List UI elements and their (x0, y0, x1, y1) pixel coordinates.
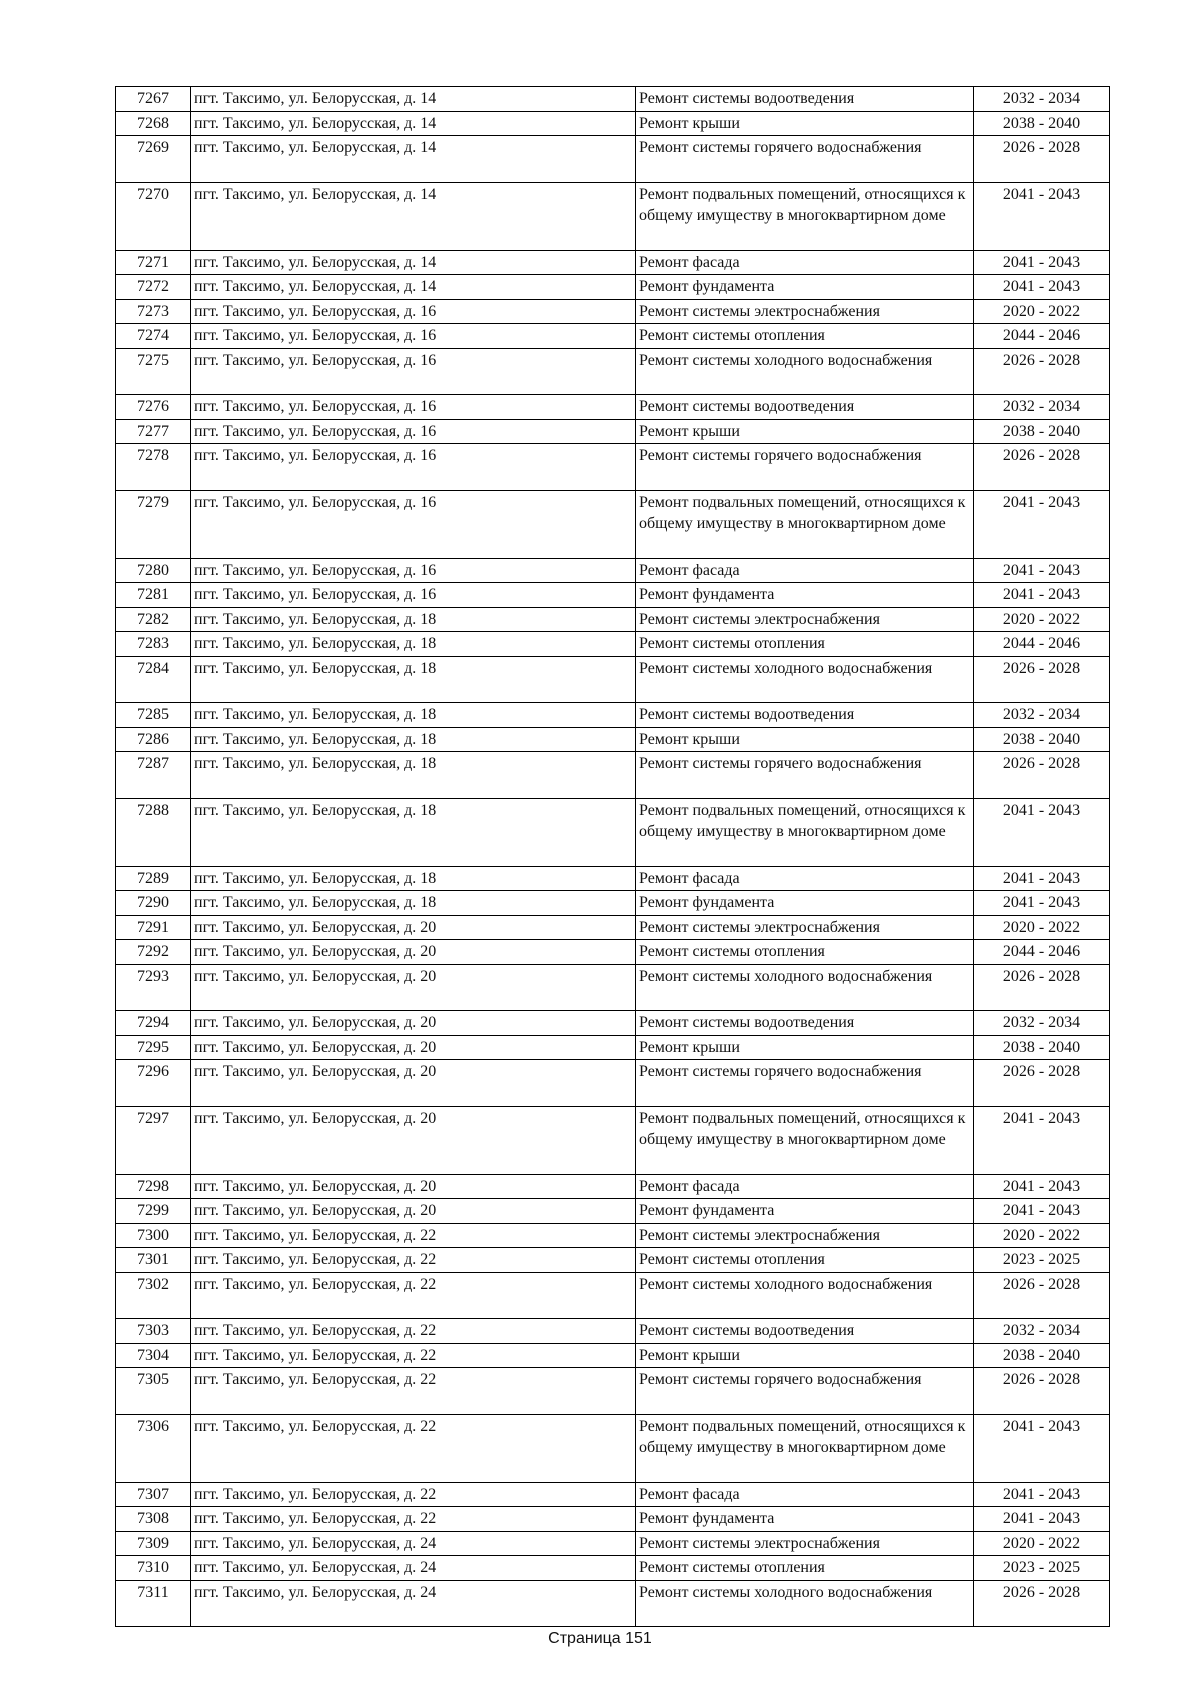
work-type-cell: Ремонт системы электроснабжения (636, 607, 974, 632)
row-number-cell: 7279 (116, 490, 191, 558)
row-number-cell: 7271 (116, 250, 191, 275)
table-row (116, 490, 1110, 558)
address-cell: пгт. Таксимо, ул. Белорусская, д. 20 (191, 1174, 636, 1199)
period-cell: 2026 - 2028 (974, 964, 1110, 1011)
period-cell: 2041 - 2043 (974, 583, 1110, 608)
row-number-cell: 7286 (116, 727, 191, 752)
work-type-cell: Ремонт фундамента (636, 583, 974, 608)
table-row (116, 1106, 1110, 1174)
row-number-cell: 7277 (116, 419, 191, 444)
address-cell: пгт. Таксимо, ул. Белорусская, д. 16 (191, 348, 636, 395)
address-cell: пгт. Таксимо, ул. Белорусская, д. 22 (191, 1368, 636, 1415)
table-row (116, 964, 1110, 1011)
table-row (116, 1174, 1110, 1199)
work-type-cell: Ремонт подвальных помещений, относящихся к общему имуществу в многоквартирном доме (636, 490, 974, 558)
address-cell: пгт. Таксимо, ул. Белорусская, д. 20 (191, 915, 636, 940)
period-cell: 2020 - 2022 (974, 1223, 1110, 1248)
table-row (116, 703, 1110, 728)
period-cell: 2023 - 2025 (974, 1248, 1110, 1273)
period-cell: 2041 - 2043 (974, 1482, 1110, 1507)
work-type-cell: Ремонт фасада (636, 250, 974, 275)
row-number-cell: 7274 (116, 324, 191, 349)
address-cell: пгт. Таксимо, ул. Белорусская, д. 24 (191, 1556, 636, 1581)
address-cell: пгт. Таксимо, ул. Белорусская, д. 18 (191, 703, 636, 728)
work-type-cell: Ремонт фундамента (636, 275, 974, 300)
address-cell: пгт. Таксимо, ул. Белорусская, д. 18 (191, 607, 636, 632)
table-row (116, 395, 1110, 420)
work-type-cell: Ремонт подвальных помещений, относящихся к общему имуществу в многоквартирном доме (636, 798, 974, 866)
table-row (116, 607, 1110, 632)
row-number-cell: 7284 (116, 656, 191, 703)
table-row (116, 324, 1110, 349)
period-cell: 2026 - 2028 (974, 1368, 1110, 1415)
row-number-cell: 7282 (116, 607, 191, 632)
address-cell: пгт. Таксимо, ул. Белорусская, д. 14 (191, 136, 636, 183)
period-cell: 2041 - 2043 (974, 490, 1110, 558)
table-row (116, 1223, 1110, 1248)
work-type-cell: Ремонт системы электроснабжения (636, 1531, 974, 1556)
row-number-cell: 7287 (116, 752, 191, 799)
row-number-cell: 7269 (116, 136, 191, 183)
table-row (116, 915, 1110, 940)
address-cell: пгт. Таксимо, ул. Белорусская, д. 16 (191, 583, 636, 608)
row-number-cell: 7298 (116, 1174, 191, 1199)
work-type-cell: Ремонт крыши (636, 1035, 974, 1060)
work-type-cell: Ремонт системы отопления (636, 324, 974, 349)
address-cell: пгт. Таксимо, ул. Белорусская, д. 24 (191, 1531, 636, 1556)
work-type-cell: Ремонт системы водоотведения (636, 1319, 974, 1344)
address-cell: пгт. Таксимо, ул. Белорусская, д. 20 (191, 940, 636, 965)
period-cell: 2032 - 2034 (974, 87, 1110, 112)
row-number-cell: 7302 (116, 1272, 191, 1319)
work-type-cell: Ремонт фундамента (636, 1507, 974, 1532)
work-type-cell: Ремонт системы холодного водоснабжения (636, 1580, 974, 1627)
row-number-cell: 7285 (116, 703, 191, 728)
table-row (116, 632, 1110, 657)
table-row (116, 798, 1110, 866)
address-cell: пгт. Таксимо, ул. Белорусская, д. 22 (191, 1507, 636, 1532)
row-number-cell: 7292 (116, 940, 191, 965)
address-cell: пгт. Таксимо, ул. Белорусская, д. 16 (191, 490, 636, 558)
table-row (116, 444, 1110, 491)
address-cell: пгт. Таксимо, ул. Белорусская, д. 14 (191, 87, 636, 112)
table-row (116, 656, 1110, 703)
work-type-cell: Ремонт системы горячего водоснабжения (636, 752, 974, 799)
table-row (116, 275, 1110, 300)
table-row (116, 866, 1110, 891)
row-number-cell: 7311 (116, 1580, 191, 1627)
table-row (116, 299, 1110, 324)
row-number-cell: 7306 (116, 1414, 191, 1482)
table-row (116, 940, 1110, 965)
period-cell: 2026 - 2028 (974, 1272, 1110, 1319)
table-row (116, 1248, 1110, 1273)
period-cell: 2044 - 2046 (974, 324, 1110, 349)
period-cell: 2032 - 2034 (974, 1319, 1110, 1344)
row-number-cell: 7289 (116, 866, 191, 891)
address-cell: пгт. Таксимо, ул. Белорусская, д. 20 (191, 1060, 636, 1107)
address-cell: пгт. Таксимо, ул. Белорусская, д. 18 (191, 891, 636, 916)
table-row (116, 1368, 1110, 1415)
work-type-cell: Ремонт системы отопления (636, 632, 974, 657)
table-row (116, 1035, 1110, 1060)
period-cell: 2038 - 2040 (974, 727, 1110, 752)
work-type-cell: Ремонт системы горячего водоснабжения (636, 1060, 974, 1107)
work-type-cell: Ремонт крыши (636, 727, 974, 752)
period-cell: 2038 - 2040 (974, 1343, 1110, 1368)
address-cell: пгт. Таксимо, ул. Белорусская, д. 16 (191, 299, 636, 324)
period-cell: 2038 - 2040 (974, 111, 1110, 136)
period-cell: 2041 - 2043 (974, 182, 1110, 250)
row-number-cell: 7305 (116, 1368, 191, 1415)
row-number-cell: 7303 (116, 1319, 191, 1344)
address-cell: пгт. Таксимо, ул. Белорусская, д. 18 (191, 798, 636, 866)
work-type-cell: Ремонт системы горячего водоснабжения (636, 136, 974, 183)
period-cell: 2020 - 2022 (974, 915, 1110, 940)
row-number-cell: 7294 (116, 1011, 191, 1036)
period-cell: 2026 - 2028 (974, 1580, 1110, 1627)
repair-schedule-table (115, 86, 1110, 1627)
table-row (116, 1060, 1110, 1107)
period-cell: 2032 - 2034 (974, 395, 1110, 420)
page-number: Страница 151 (548, 1630, 652, 1647)
work-type-cell: Ремонт системы отопления (636, 1556, 974, 1581)
work-type-cell: Ремонт фундамента (636, 891, 974, 916)
table-row (116, 1482, 1110, 1507)
table-row (116, 1556, 1110, 1581)
address-cell: пгт. Таксимо, ул. Белорусская, д. 20 (191, 1106, 636, 1174)
address-cell: пгт. Таксимо, ул. Белорусская, д. 24 (191, 1580, 636, 1627)
row-number-cell: 7310 (116, 1556, 191, 1581)
row-number-cell: 7281 (116, 583, 191, 608)
period-cell: 2026 - 2028 (974, 348, 1110, 395)
work-type-cell: Ремонт крыши (636, 419, 974, 444)
table-row (116, 250, 1110, 275)
work-type-cell: Ремонт фасада (636, 558, 974, 583)
row-number-cell: 7291 (116, 915, 191, 940)
address-cell: пгт. Таксимо, ул. Белорусская, д. 22 (191, 1223, 636, 1248)
table-row (116, 1343, 1110, 1368)
work-type-cell: Ремонт системы водоотведения (636, 395, 974, 420)
period-cell: 2041 - 2043 (974, 558, 1110, 583)
table-row (116, 558, 1110, 583)
row-number-cell: 7308 (116, 1507, 191, 1532)
row-number-cell: 7283 (116, 632, 191, 657)
period-cell: 2041 - 2043 (974, 250, 1110, 275)
address-cell: пгт. Таксимо, ул. Белорусская, д. 20 (191, 1199, 636, 1224)
row-number-cell: 7297 (116, 1106, 191, 1174)
period-cell: 2020 - 2022 (974, 299, 1110, 324)
address-cell: пгт. Таксимо, ул. Белорусская, д. 18 (191, 656, 636, 703)
row-number-cell: 7272 (116, 275, 191, 300)
period-cell: 2041 - 2043 (974, 891, 1110, 916)
work-type-cell: Ремонт системы электроснабжения (636, 915, 974, 940)
address-cell: пгт. Таксимо, ул. Белорусская, д. 22 (191, 1248, 636, 1273)
address-cell: пгт. Таксимо, ул. Белорусская, д. 18 (191, 866, 636, 891)
row-number-cell: 7290 (116, 891, 191, 916)
table-row (116, 1414, 1110, 1482)
address-cell: пгт. Таксимо, ул. Белорусская, д. 16 (191, 444, 636, 491)
work-type-cell: Ремонт подвальных помещений, относящихся к общему имуществу в многоквартирном доме (636, 1106, 974, 1174)
table-row (116, 1507, 1110, 1532)
period-cell: 2041 - 2043 (974, 1106, 1110, 1174)
work-type-cell: Ремонт системы холодного водоснабжения (636, 348, 974, 395)
table-row (116, 1531, 1110, 1556)
work-type-cell: Ремонт системы холодного водоснабжения (636, 1272, 974, 1319)
table-row (116, 1580, 1110, 1627)
table-body (116, 87, 1110, 1627)
address-cell: пгт. Таксимо, ул. Белорусская, д. 20 (191, 964, 636, 1011)
row-number-cell: 7296 (116, 1060, 191, 1107)
table-row (116, 182, 1110, 250)
work-type-cell: Ремонт системы отопления (636, 1248, 974, 1273)
period-cell: 2026 - 2028 (974, 136, 1110, 183)
address-cell: пгт. Таксимо, ул. Белорусская, д. 14 (191, 111, 636, 136)
table-row (116, 752, 1110, 799)
row-number-cell: 7295 (116, 1035, 191, 1060)
period-cell: 2023 - 2025 (974, 1556, 1110, 1581)
period-cell: 2041 - 2043 (974, 798, 1110, 866)
work-type-cell: Ремонт системы водоотведения (636, 87, 974, 112)
period-cell: 2044 - 2046 (974, 940, 1110, 965)
work-type-cell: Ремонт фасада (636, 866, 974, 891)
address-cell: пгт. Таксимо, ул. Белорусская, д. 14 (191, 182, 636, 250)
period-cell: 2041 - 2043 (974, 1174, 1110, 1199)
table-row (116, 1272, 1110, 1319)
row-number-cell: 7299 (116, 1199, 191, 1224)
address-cell: пгт. Таксимо, ул. Белорусская, д. 18 (191, 752, 636, 799)
row-number-cell: 7270 (116, 182, 191, 250)
address-cell: пгт. Таксимо, ул. Белорусская, д. 22 (191, 1343, 636, 1368)
row-number-cell: 7288 (116, 798, 191, 866)
table-row (116, 1011, 1110, 1036)
row-number-cell: 7300 (116, 1223, 191, 1248)
work-type-cell: Ремонт системы горячего водоснабжения (636, 444, 974, 491)
period-cell: 2044 - 2046 (974, 632, 1110, 657)
work-type-cell: Ремонт фундамента (636, 1199, 974, 1224)
row-number-cell: 7268 (116, 111, 191, 136)
period-cell: 2038 - 2040 (974, 1035, 1110, 1060)
row-number-cell: 7278 (116, 444, 191, 491)
table-row (116, 1199, 1110, 1224)
address-cell: пгт. Таксимо, ул. Белорусская, д. 14 (191, 275, 636, 300)
row-number-cell: 7301 (116, 1248, 191, 1273)
address-cell: пгт. Таксимо, ул. Белорусская, д. 18 (191, 727, 636, 752)
period-cell: 2041 - 2043 (974, 1507, 1110, 1532)
work-type-cell: Ремонт системы холодного водоснабжения (636, 964, 974, 1011)
address-cell: пгт. Таксимо, ул. Белорусская, д. 22 (191, 1414, 636, 1482)
table-row (116, 727, 1110, 752)
address-cell: пгт. Таксимо, ул. Белорусская, д. 16 (191, 419, 636, 444)
period-cell: 2020 - 2022 (974, 607, 1110, 632)
period-cell: 2041 - 2043 (974, 275, 1110, 300)
work-type-cell: Ремонт системы горячего водоснабжения (636, 1368, 974, 1415)
address-cell: пгт. Таксимо, ул. Белорусская, д. 22 (191, 1482, 636, 1507)
address-cell: пгт. Таксимо, ул. Белорусская, д. 20 (191, 1011, 636, 1036)
row-number-cell: 7280 (116, 558, 191, 583)
work-type-cell: Ремонт крыши (636, 111, 974, 136)
work-type-cell: Ремонт крыши (636, 1343, 974, 1368)
address-cell: пгт. Таксимо, ул. Белорусская, д. 16 (191, 395, 636, 420)
period-cell: 2026 - 2028 (974, 444, 1110, 491)
address-cell: пгт. Таксимо, ул. Белорусская, д. 22 (191, 1272, 636, 1319)
work-type-cell: Ремонт фасада (636, 1174, 974, 1199)
period-cell: 2032 - 2034 (974, 703, 1110, 728)
period-cell: 2026 - 2028 (974, 752, 1110, 799)
address-cell: пгт. Таксимо, ул. Белорусская, д. 16 (191, 558, 636, 583)
work-type-cell: Ремонт системы водоотведения (636, 1011, 974, 1036)
period-cell: 2032 - 2034 (974, 1011, 1110, 1036)
work-type-cell: Ремонт фасада (636, 1482, 974, 1507)
work-type-cell: Ремонт подвальных помещений, относящихся к общему имуществу в многоквартирном доме (636, 1414, 974, 1482)
table-row (116, 891, 1110, 916)
address-cell: пгт. Таксимо, ул. Белорусская, д. 14 (191, 250, 636, 275)
row-number-cell: 7275 (116, 348, 191, 395)
period-cell: 2041 - 2043 (974, 866, 1110, 891)
table-row (116, 136, 1110, 183)
row-number-cell: 7309 (116, 1531, 191, 1556)
period-cell: 2026 - 2028 (974, 656, 1110, 703)
work-type-cell: Ремонт системы холодного водоснабжения (636, 656, 974, 703)
table-row (116, 348, 1110, 395)
work-type-cell: Ремонт системы электроснабжения (636, 299, 974, 324)
period-cell: 2020 - 2022 (974, 1531, 1110, 1556)
work-type-cell: Ремонт системы отопления (636, 940, 974, 965)
table-row (116, 1319, 1110, 1344)
table-row (116, 419, 1110, 444)
row-number-cell: 7273 (116, 299, 191, 324)
address-cell: пгт. Таксимо, ул. Белорусская, д. 18 (191, 632, 636, 657)
address-cell: пгт. Таксимо, ул. Белорусская, д. 20 (191, 1035, 636, 1060)
table-row (116, 583, 1110, 608)
work-type-cell: Ремонт подвальных помещений, относящихся к общему имуществу в многоквартирном доме (636, 182, 974, 250)
row-number-cell: 7267 (116, 87, 191, 112)
address-cell: пгт. Таксимо, ул. Белорусская, д. 22 (191, 1319, 636, 1344)
table-row (116, 87, 1110, 112)
row-number-cell: 7293 (116, 964, 191, 1011)
period-cell: 2038 - 2040 (974, 419, 1110, 444)
work-type-cell: Ремонт системы водоотведения (636, 703, 974, 728)
row-number-cell: 7304 (116, 1343, 191, 1368)
table-row (116, 111, 1110, 136)
address-cell: пгт. Таксимо, ул. Белорусская, д. 16 (191, 324, 636, 349)
work-type-cell: Ремонт системы электроснабжения (636, 1223, 974, 1248)
period-cell: 2041 - 2043 (974, 1199, 1110, 1224)
row-number-cell: 7276 (116, 395, 191, 420)
period-cell: 2026 - 2028 (974, 1060, 1110, 1107)
period-cell: 2041 - 2043 (974, 1414, 1110, 1482)
row-number-cell: 7307 (116, 1482, 191, 1507)
